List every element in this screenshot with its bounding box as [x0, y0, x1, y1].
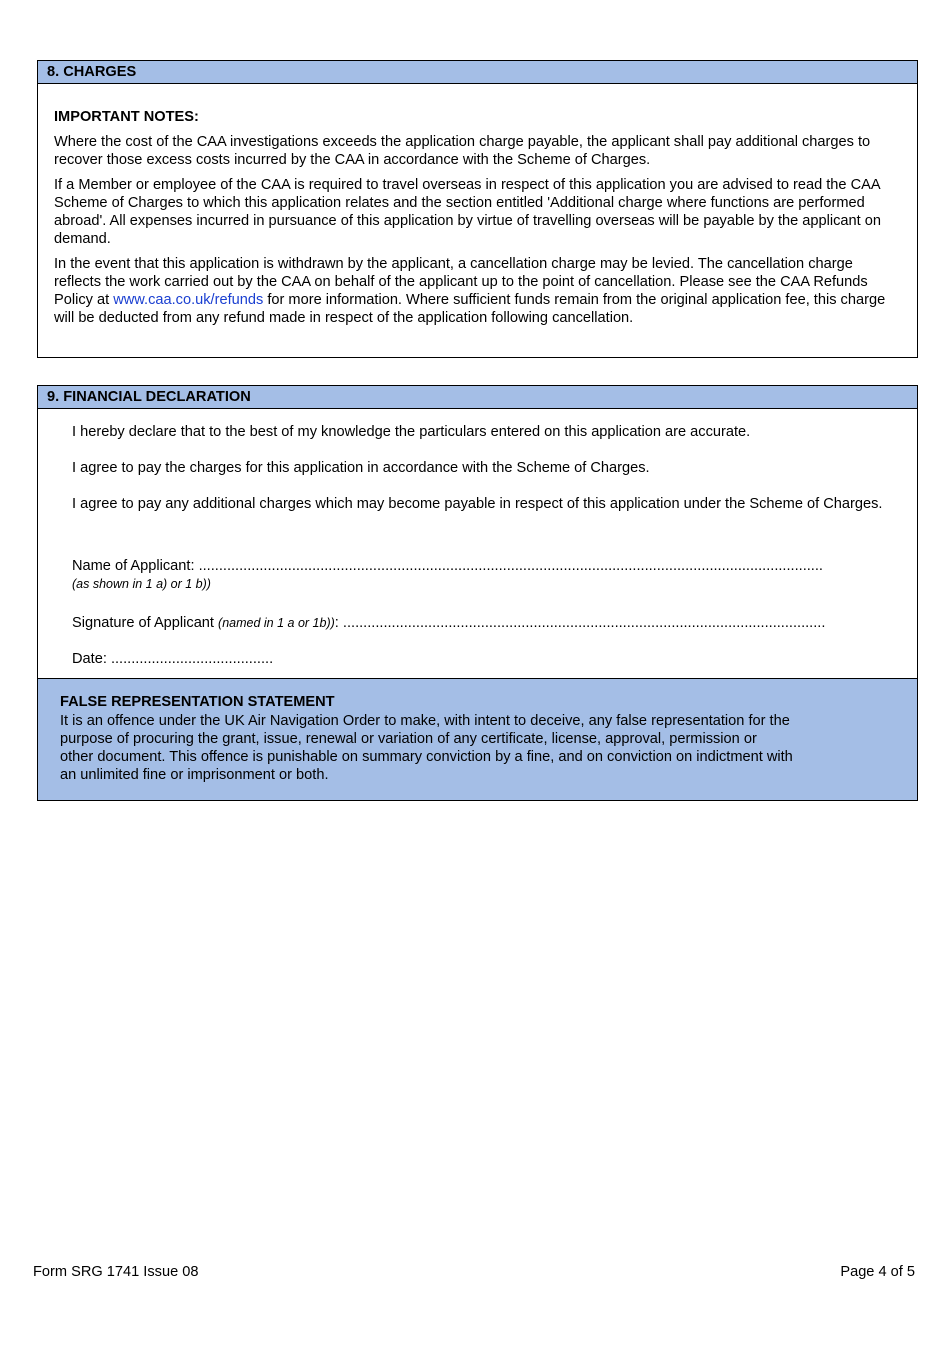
false-representation-line: other document. This offence is punishable on summary conviction by a fine, and on conviction on indictment with [60, 749, 793, 765]
charges-section [37, 60, 918, 358]
cancellation-text-end: for more information. Where sufficient funds remain from the original application fee, this charge will be deducted from any refund made in respect of the application following cancellation. [54, 292, 886, 326]
page-number: Page 4 of 5 [840, 1264, 915, 1280]
false-representation-line: It is an offence under the UK Air Navigation Order to make, with intent to deceive, any false representation for the [60, 713, 790, 729]
cancellation-text-start: In the event that this application is withdrawn by the applicant, a cancellation charge may be levied. The cancellation charge reflects the work carried out by the CAA on behalf of the applicant up to the point of cancellation. Please see the CAA Refunds Policy at [54, 256, 868, 308]
applicant-signature-note: (named in 1 a or 1b)) [218, 616, 335, 630]
charges-body [38, 108, 917, 327]
applicant-name-field[interactable] [72, 557, 905, 575]
applicant-name-note: (as shown in 1 a) or 1 b)) [72, 577, 211, 591]
false-representation-line: purpose of procuring the grant, issue, renewal or variation of any certificate, license, approval, permission or [60, 731, 757, 747]
important-notes-title: IMPORTANT NOTES: [54, 109, 199, 125]
applicant-name-dotted-line[interactable]: .......................................................................................................................................................... [198, 558, 823, 574]
false-representation-title: FALSE REPRESENTATION STATEMENT [60, 694, 335, 710]
form-identifier: Form SRG 1741 Issue 08 [33, 1264, 199, 1280]
applicant-signature-field[interactable] [72, 614, 905, 632]
applicant-signature-label: Signature of Applicant [72, 615, 214, 631]
date-field[interactable] [72, 650, 905, 668]
charges-paragraph-excess-costs: Where the cost of the CAA investigations exceeds the application charge payable, the applicant shall pay additional charges to recover those excess costs incurred by the CAA in accordance with the Scheme of Charges. [54, 134, 871, 168]
charges-header: 8. CHARGES [38, 61, 917, 84]
date-label: Date: [72, 651, 107, 667]
declaration-additional-charges: I agree to pay any additional charges which may become payable in respect of this application under the Scheme of Charges. [72, 496, 883, 512]
refunds-link[interactable]: www.caa.co.uk/refunds [113, 292, 264, 308]
false-representation-line: an unlimited fine or imprisonment or both. [60, 767, 329, 783]
charges-paragraph-cancellation [54, 255, 901, 327]
false-representation-statement [38, 678, 917, 800]
financial-declaration-header: 9. FINANCIAL DECLARATION [38, 386, 917, 409]
declaration-pay-charges: I agree to pay the charges for this application in accordance with the Scheme of Charges. [72, 460, 650, 476]
applicant-signature-colon: : [334, 615, 339, 631]
declaration-accuracy: I hereby declare that to the best of my knowledge the particulars entered on this application are accurate. [72, 424, 751, 440]
financial-declaration-section [37, 385, 918, 801]
applicant-signature-dotted-line[interactable]: ....................................................................................................................... [342, 615, 826, 631]
charges-paragraph-overseas-travel: If a Member or employee of the CAA is required to travel overseas in respect of this application you are advised to read the CAA Scheme of Charges to which this application relates and the section entitled 'Additional charge where functions are performed abroad'. All expenses incurred in pursuance of this application by virtue of travelling overseas will be payable by the applicant on demand. [54, 177, 882, 247]
applicant-name-label: Name of Applicant: [72, 558, 195, 574]
date-dotted-line[interactable]: ........................................ [110, 651, 274, 667]
